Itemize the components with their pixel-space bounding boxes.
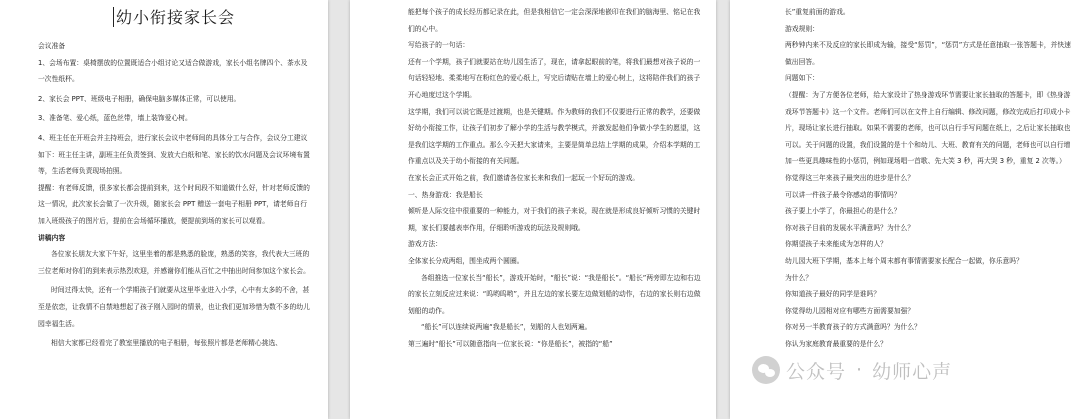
paragraph: 时间过得太快，还有一个学期孩子们就要从这里毕业进入小学，心中有太多的不舍，甚至是依恋，让我情不自禁地想起了孩子刚入园时的情景，也让我们更加珍惜为数不多的幼儿园幸福生活。 [38, 286, 310, 328]
document-title[interactable] [38, 5, 310, 28]
document-page-1 [0, 0, 328, 419]
question-item: 为什么？ [785, 273, 813, 282]
paragraph: “船长”可以连续说两遍“我是船长”，划船的人也划两遍。 [421, 323, 592, 332]
question-item: 孩子要上小学了，你最担心的是什么？ [785, 207, 901, 216]
paragraph: 能把每个孩子的成长经历都记录在此，但是我相信它一定会深深地嵌印在我们的脑海里、铭记在我们的心中。 [408, 8, 701, 33]
section-heading-content: 讲稿内容 [38, 233, 66, 242]
question-item: 你对孩子目前的发展水平满意吗？为什么？ [785, 223, 915, 232]
paragraph: 3、准备笔、爱心纸，蓝色丝带，墙上装饰爱心树。 [38, 114, 192, 123]
paragraph: 写给孩子的一句话： [408, 41, 470, 50]
question-item: 可以讲一件孩子最令你感动的事情吗？ [785, 190, 901, 199]
paragraph: 第三遍时“船长”可以随意指向一位家长说：“你是船长”，被指的“船” [408, 339, 613, 348]
section-heading-prep: 会议准备 [38, 42, 66, 50]
section-heading-game: 一、热身游戏：我是船长 [408, 190, 483, 199]
paragraph: 4、班主任在开班会并主持班会，进行家长会议中老师间的具体分工与合作，会议分工建议如下：班主任主讲，副班主任负责签到、发放大白纸和笔、家长的饮水问题及会议环境布置等，生活老师负责现场拍照。 [38, 133, 310, 176]
paragraph: 2、家长会 PPT、班级电子相册，确保电脑多媒体正常，可以使用。 [38, 94, 241, 103]
paragraph: 这学期，我们可以说它既是过渡期，也是关键期。作为教师的我们不仅要进行正常的教学，还要做好幼小衔接工作，让孩子们初步了解小学的生活与教学模式，并激发起他们争做小学生的愿望，这是我们这学期的工作重点。那么今天把大家请来，主要是简单总结上学期的成果，介绍本学期的工作重点以及关于幼小衔接的有关问题。 [408, 107, 701, 166]
paragraph: 长”重复前面的游戏。 [785, 8, 850, 16]
paragraph: 1、会场布置：桌椅摆放的位置既适合小组讨论又适合做游戏，家长小组名牌四个、茶水及一次性纸杯。 [38, 58, 308, 84]
paragraph: 还有一个学期，孩子们就要站在幼儿园生活了，现在，请拿起眼前的笔，将我们最想对孩子说的一句话轻轻地、柔柔地写在粉红色的爱心纸上，写完后请贴在墙上的爱心树上，这将陪伴我们的孩子开心地度过这个学期。 [408, 57, 701, 99]
paragraph: 提醒：有老师反馈，很多家长都会提前到来，这个时间段不知道做什么好，针对老师反馈的这一情况，此次家长会做了一次升级，随家长会 PPT 赠送一套电子相册 PPT，请老师自行加入班级孩子的图片后，提前在会场循环播放，便提前到场的家长可以观看。 [38, 183, 310, 225]
paragraph: 各组推选一位家长当“船长”，游戏开始时，“船长”说：“我是船长”。“船长”两旁即左边和右边的家长立刻反应过来说：“呜哟呜哟”，并且左边的家长要左边做划船的动作，右边的家长则右边做划船的动作。 [408, 273, 701, 315]
document-title-text: 幼小衔接家长会 [115, 8, 235, 27]
question-item: 你认为家庭教育最重要的是什么？ [785, 339, 887, 348]
document-page-2 [350, 0, 716, 419]
question-item: 你对另一半教育孩子的方式满意吗？为什么？ [785, 323, 921, 332]
watermark-account-label: 公众号 [786, 360, 847, 383]
paragraph: 相信大家都已经看完了教室里播放的电子相册，每张照片都是老师精心挑选、 [51, 339, 283, 348]
question-item: 你知道孩子最好的同学是谁吗？ [785, 290, 881, 299]
text-cursor [113, 7, 114, 27]
question-item: 幼儿园大班下学期，基本上每个周末都有事情需要家长配合一起做，你乐意吗？ [785, 256, 1023, 265]
document-page-3 [730, 0, 1080, 419]
paragraph: 各位家长朋友大家下午好，这里坐着的都是熟悉的脸庞，熟悉的笑容，我代表大三班的三位老师对你们的到来表示热烈欢迎，并感谢你们能从百忙之中抽出时间参加这个家长会。 [38, 250, 310, 275]
paragraph: 全体家长分成两组，围坐成两个圆圈。 [408, 256, 524, 265]
paragraph: 倾听是人际交往中很重要的一种能力，对于我们的孩子来说，现在就是形成良好倾听习惯的关键时期，家长们要越表率作用，仔细聆听游戏的玩法及规则哦。 [408, 207, 701, 232]
paragraph: （提醒：为了方便各位老师，给大家设计了热身游戏环节需要让家长抽取的答题卡，即《热身游戏环节答题卡》这一个文件。老师们可以在文件上自行编辑、修改问题，修改完成后打印成小卡片，现场让家长进行抽取。如果不需要的老师，也可以自行手写问题在纸上，之后让家长抽取也可以。关于问题的设置，我们设置的是十个和幼儿、大班、教育有关的问题，老师也可以自行增加一些更具趣味性的小惩罚，例如现场唱一首歌、先大笑 3 秒，再大哭 3 秒，重复 2 次等。） [785, 90, 1071, 166]
question-item: 你觉得幼儿园相对应有哪些方面需要加强？ [785, 306, 915, 315]
paragraph: 游戏规则： [785, 24, 819, 33]
watermark-name: 幼师心声 [872, 360, 953, 383]
question-item: 你觉得这三年来孩子最突出的进步是什么？ [785, 173, 915, 182]
paragraph: 两秒钟内来不及反应的家长即成为输，接受“惩罚”，“惩罚”方式是任意抽取一张答题卡，并快速做出回答。 [785, 41, 1071, 66]
paragraph: 问题如下： [785, 74, 819, 83]
question-item: 你期望孩子未来能成为怎样的人？ [785, 240, 887, 249]
paragraph: 游戏方法： [408, 240, 442, 249]
watermark-separator-icon: · [856, 359, 863, 381]
paragraph: 在家长会正式开始之前，我们邀请各位家长来和我们一起玩一个好玩的游戏。 [408, 173, 640, 182]
